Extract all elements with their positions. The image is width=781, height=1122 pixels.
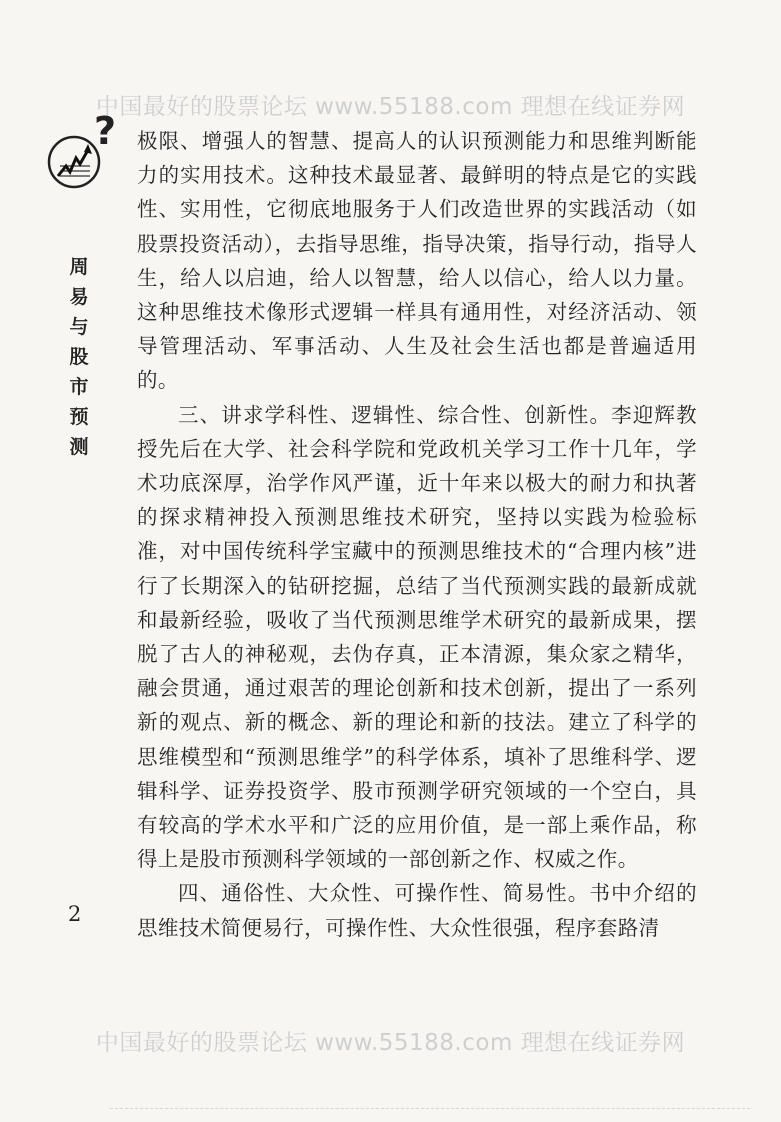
page-number: 2 <box>68 902 82 926</box>
paragraph-1: 极限、增强人的智慧、提高人的认识预测能力和思维判断能力的实用技术。这种技术最显著、最鲜明的特点是它的实践性、实用性，它彻底地服务于人们改造世界的实践活动（如股票投资活动），去指导思维，指导决策，指导行动，指导人生，给人以启迪，给人以智慧，给人以信心，给人以力量。这种思维技术像形式逻辑一样具有通用性，对经济活动、领导管理活动、军事活动、人生及社会生活也都是普遍适用的。 <box>137 129 697 393</box>
watermark-bottom: 中国最好的股票论坛 www.55188.com 理想在线证券网 <box>95 1030 686 1056</box>
paragraph-2: 三、讲求学科性、逻辑性、综合性、创新性。李迎辉教授先后在大学、社会科学院和党政机关学习工作十几年，学术功底深厚，治学作风严谨，近十年来以极大的耐力和执著的探求精神投入预测思维技术研究，坚持以实践为检验标准，对中国传统科学宝藏中的预测思维技术的“合理内核”进行了长期深入的钻研挖掘，总结了当代预测实践的最新成就和最新经验，吸收了当代预测思维学术研究的最新成果，摆脱了古人的神秘观，去伪存真，正本清源，集众家之精华，融会贯通，通过艰苦的理论创新和技术创新，提出了一系列新的观点、新的概念、新的理论和新的技法。建立了科学的思维模型和“预测思维学”的科学体系，填补了思维科学、逻辑科学、证券投资学、股市预测学研究领域的一个空白，具有较高的学术水平和广泛的应用价值，是一部上乘作品，称得上是股市预测科学领域的一部创新之作、权威之作。 <box>137 402 697 872</box>
question-chart-icon <box>44 114 124 194</box>
running-title-char: 周 <box>69 256 89 278</box>
running-title-char: 市 <box>69 376 89 398</box>
running-title-char: 测 <box>69 436 89 458</box>
running-title-char: 预 <box>69 406 89 428</box>
watermark-top: 中国最好的股票论坛 www.55188.com 理想在线证券网 <box>95 94 686 120</box>
bottom-edge-rule <box>110 1108 750 1110</box>
running-title-char: 与 <box>69 316 89 338</box>
running-title-char: 易 <box>69 286 89 308</box>
paragraph-3: 四、通俗性、大众性、可操作性、简易性。书中介绍的思维技术简便易行，可操作性、大众性很强，程序套路清 <box>137 881 697 940</box>
running-title <box>64 252 94 462</box>
svg-text:?: ? <box>94 114 117 153</box>
running-title-char: 股 <box>69 346 89 368</box>
body-text <box>137 124 697 945</box>
